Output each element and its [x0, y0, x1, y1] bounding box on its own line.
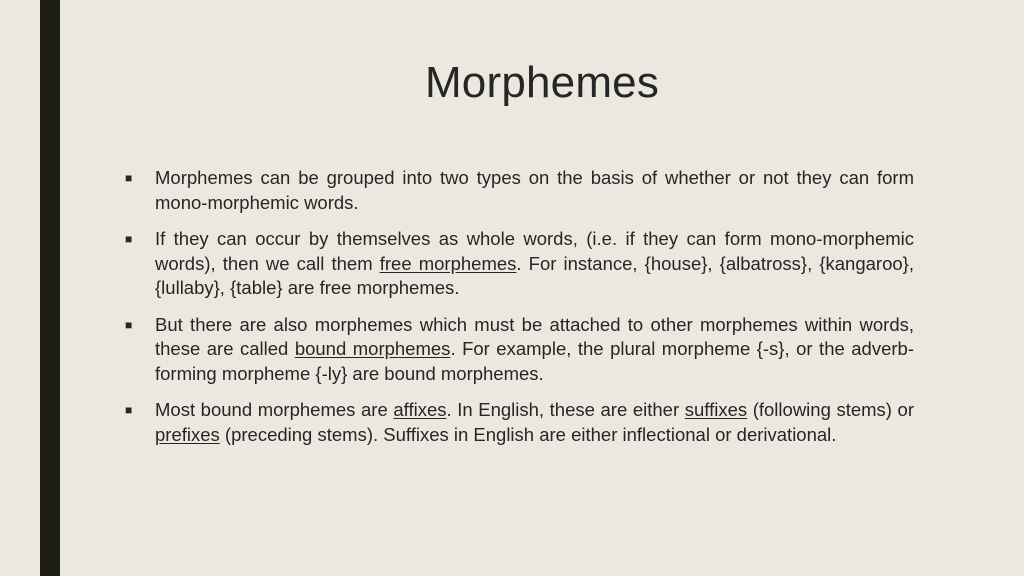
bullet-text: . In English, these are either	[446, 399, 685, 420]
bullet-item	[120, 398, 914, 447]
left-accent-bar	[40, 0, 60, 576]
bullet-text: Most bound morphemes are	[155, 399, 394, 420]
bullet-text: . For example, the plural morpheme {-s}, or the adverb-forming morpheme {-ly} are bound morphemes.	[155, 338, 914, 384]
term-suffixes: suffixes	[684, 399, 748, 420]
bullet-item	[120, 166, 914, 215]
bullet-text: Morphemes can be grouped into two types on the basis of whether or not they can form mono-morphemic words.	[155, 167, 914, 213]
bullet-marker-icon: ■	[125, 317, 133, 332]
bullet-item	[120, 313, 914, 387]
bullet-text: If they can occur by themselves as whole words, (i.e. if they can form mono-morphemic words), then we call them	[155, 228, 914, 274]
term-prefixes: prefixes	[155, 423, 220, 445]
bullet-text: (following stems) or	[747, 399, 915, 420]
term-free-morphemes: free morphemes	[379, 252, 517, 274]
bullet-marker-icon: ■	[125, 232, 133, 246]
term-affixes: affixes	[393, 399, 447, 420]
bullet-list	[120, 166, 914, 459]
bullet-marker-icon: ■	[125, 171, 133, 185]
bullet-text: But there are also morphemes which must be attached to other morphemes within words, these are called	[155, 313, 914, 359]
bullet-marker-icon: ■	[125, 403, 133, 417]
bullet-item	[120, 227, 914, 301]
slide-title: Morphemes	[424, 58, 660, 107]
term-bound-morphemes: bound morphemes	[294, 338, 451, 359]
bullet-text: (preceding stems). Suffixes in English are either inflectional or derivational.	[219, 423, 837, 445]
bullet-text: . For instance, {house}, {albatross}, {kangaroo}, {lullaby}, {table} are free morphemes.	[155, 252, 914, 298]
